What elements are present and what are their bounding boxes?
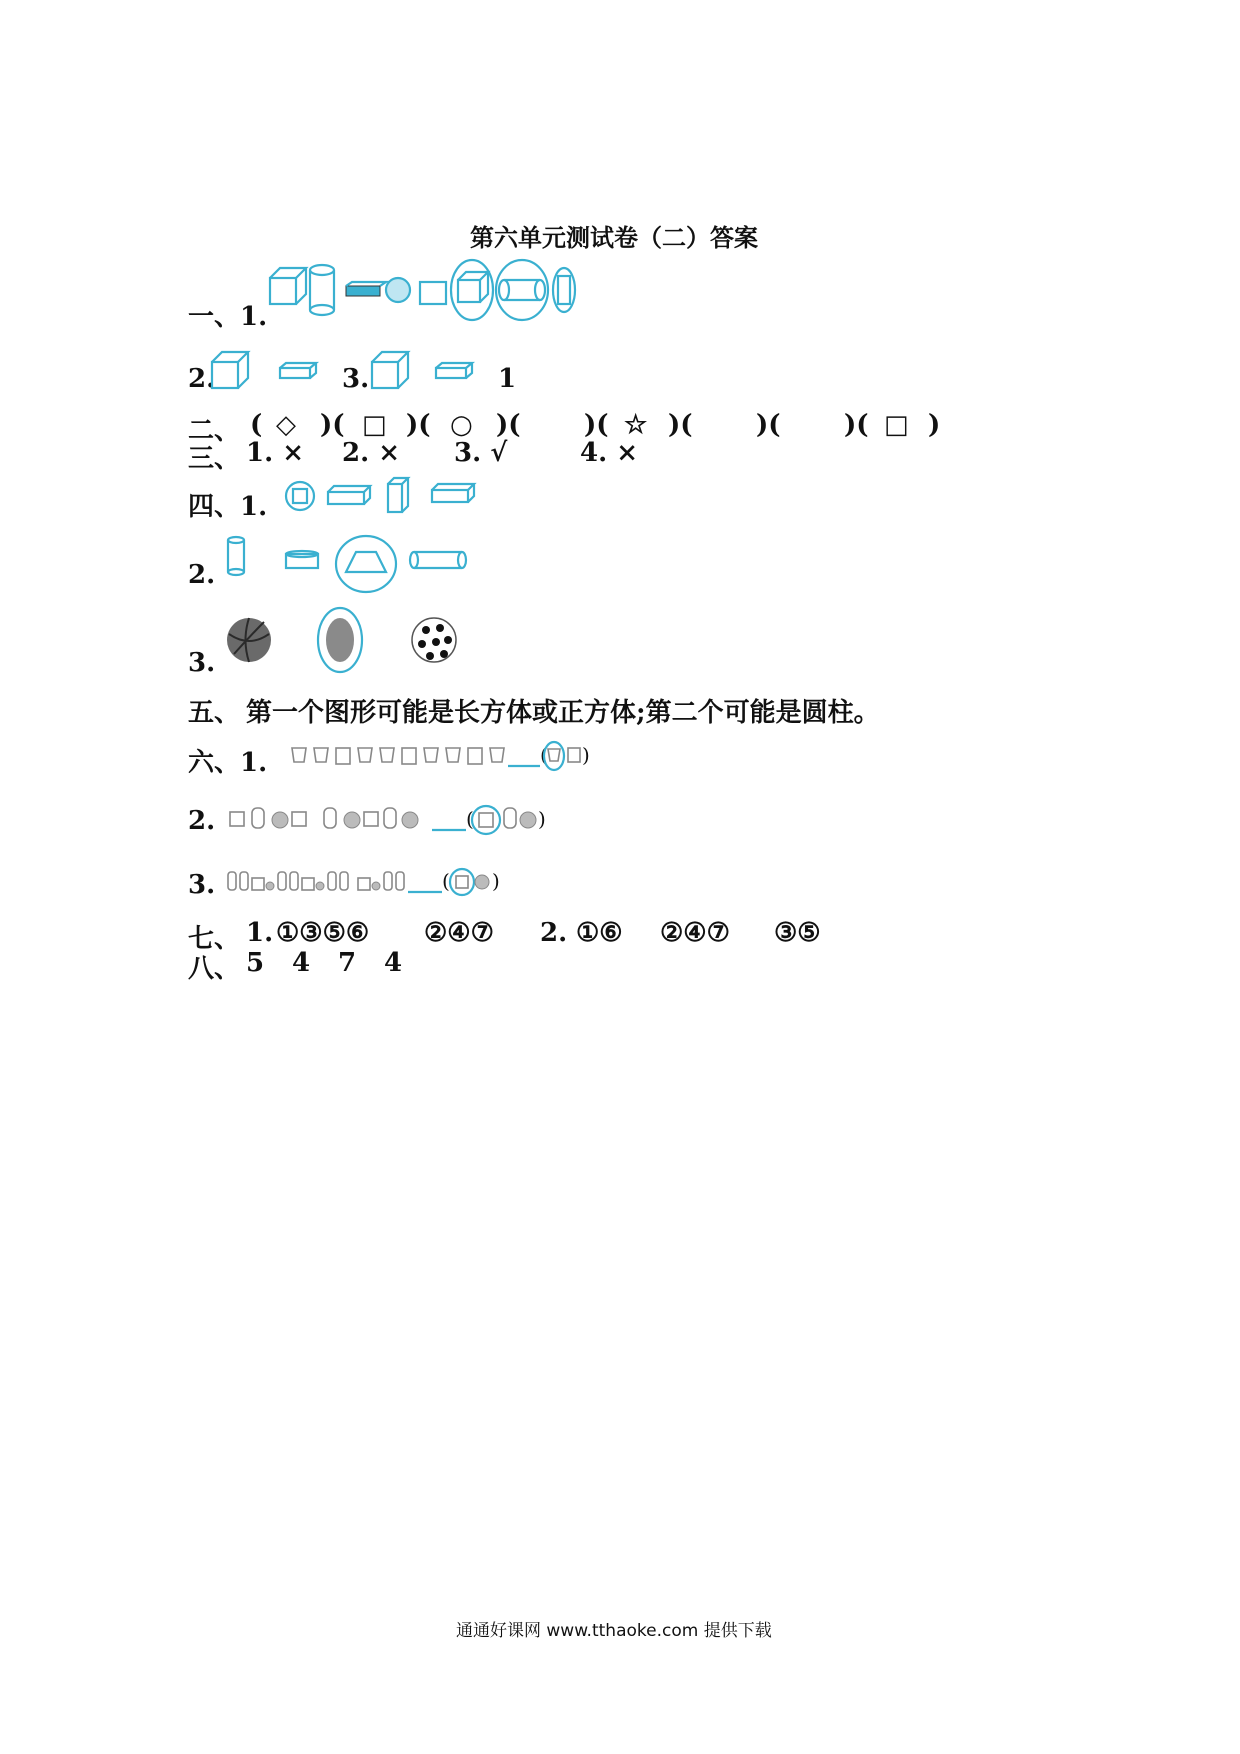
answer-2: ○	[450, 410, 473, 440]
section7-q2-label: 2.	[540, 918, 568, 948]
cube-icon	[270, 268, 306, 304]
section6-q2-sequence	[228, 804, 558, 840]
section1-q3-answer: 1	[498, 364, 517, 394]
section8-value-2: 4	[292, 948, 311, 978]
cylinder-icon	[504, 808, 516, 828]
section4-q2-label: 2.	[188, 560, 216, 590]
circled-cube-icon	[286, 482, 314, 510]
cylinder-icon	[310, 265, 334, 315]
section6-q3-label: 3.	[188, 870, 216, 900]
section8-value-4: 4	[384, 948, 403, 978]
basketball-icon	[227, 618, 271, 662]
circled-cube-icon	[472, 806, 500, 834]
section1-q3-shapes	[370, 350, 480, 390]
section8-label: 八、	[188, 954, 241, 984]
section7-q1-label: 1.	[246, 918, 274, 948]
circled-cylinder-icon	[496, 260, 548, 320]
section1-q2-label: 2.	[188, 364, 216, 394]
svg-text:): )	[582, 743, 590, 767]
circled-frustum-icon	[336, 536, 396, 592]
cube-icon	[372, 352, 408, 388]
circled-cylinder-icon	[553, 268, 575, 312]
cube-icon	[212, 352, 248, 388]
cuboid-icon	[280, 363, 316, 378]
section1-q3-label: 3.	[342, 364, 370, 394]
section1-q1-shapes	[268, 258, 578, 320]
cylinder-icon	[228, 537, 244, 575]
svg-text:(: (	[442, 869, 450, 893]
section7-q2-group-1: ①⑥	[576, 918, 623, 948]
page-title: 第六单元测试卷（二）答案	[470, 224, 758, 252]
section3-item-4: 4. ×	[580, 438, 638, 468]
section6-q1-sequence	[290, 740, 600, 776]
answer-7: □	[884, 410, 909, 440]
answer-0: ◇	[276, 410, 296, 440]
section7-label: 七、	[188, 924, 241, 954]
cuboid-tall-icon	[388, 478, 408, 512]
section4-q3-label: 3.	[188, 648, 216, 678]
section3-item-3: 3. √	[454, 438, 508, 468]
section4-label: 四、1.	[188, 492, 268, 522]
section3-item-1: 1. ×	[246, 438, 304, 468]
shape-sequence-icon	[228, 872, 404, 890]
svg-text:): )	[492, 869, 500, 893]
section3-item-2: 2. ×	[342, 438, 400, 468]
section7-q2-group-3: ③⑤	[774, 918, 821, 948]
cup-sequence-icon	[292, 748, 504, 764]
answer-4: ☆	[624, 410, 648, 440]
footer-text: 通通好课网 www.tthaoke.com 提供下载	[456, 1621, 772, 1641]
cylinder-short-icon	[286, 551, 318, 568]
sphere-icon	[386, 278, 410, 302]
section2-answers: ( ◇ )( □ )( ○ )( )( ☆ )( )( )( □ )	[250, 410, 941, 440]
sphere-icon	[520, 812, 536, 828]
section5-label: 五、	[188, 698, 241, 728]
cuboid-icon	[432, 484, 474, 502]
section6-q2-label: 2.	[188, 806, 216, 836]
shape-sequence-icon	[230, 808, 418, 828]
sphere-icon	[475, 875, 489, 889]
svg-text:(: (	[466, 807, 474, 831]
section1-q2-shapes	[210, 350, 320, 390]
cup-icon	[568, 748, 580, 762]
section8-value-3: 7	[338, 948, 357, 978]
answer-1: □	[362, 410, 387, 440]
cylinder-short-icon	[420, 282, 446, 304]
circled-cube-icon	[450, 869, 474, 895]
section3-label: 三、	[188, 444, 241, 474]
soccer-ball-icon	[412, 618, 456, 662]
cuboid-icon	[328, 486, 370, 504]
section1-label: 一、1.	[188, 302, 268, 332]
circled-cube-icon	[451, 260, 493, 320]
svg-text:): )	[538, 807, 546, 831]
section7-q1-group-2: ②④⑦	[424, 918, 494, 948]
section6-label: 六、1.	[188, 748, 268, 778]
section4-q1-shapes	[284, 476, 484, 516]
section4-q2-shapes	[224, 534, 474, 598]
section7-q2-group-2: ②④⑦	[660, 918, 730, 948]
cuboid-icon	[346, 282, 386, 296]
section2-label: 二、	[188, 416, 241, 446]
section7-q1-group-1: ①③⑤⑥	[276, 918, 370, 948]
section5-text: 第一个图形可能是长方体或正方体;第二个可能是圆柱。	[246, 698, 880, 728]
section8-value-1: 5	[246, 948, 265, 978]
cylinder-horizontal-icon	[410, 552, 466, 568]
circled-egg-icon	[318, 608, 362, 672]
cuboid-icon	[436, 363, 472, 378]
section6-q3-sequence	[226, 866, 536, 902]
svg-text:(: (	[540, 743, 548, 767]
section4-q3-balls	[224, 606, 464, 676]
